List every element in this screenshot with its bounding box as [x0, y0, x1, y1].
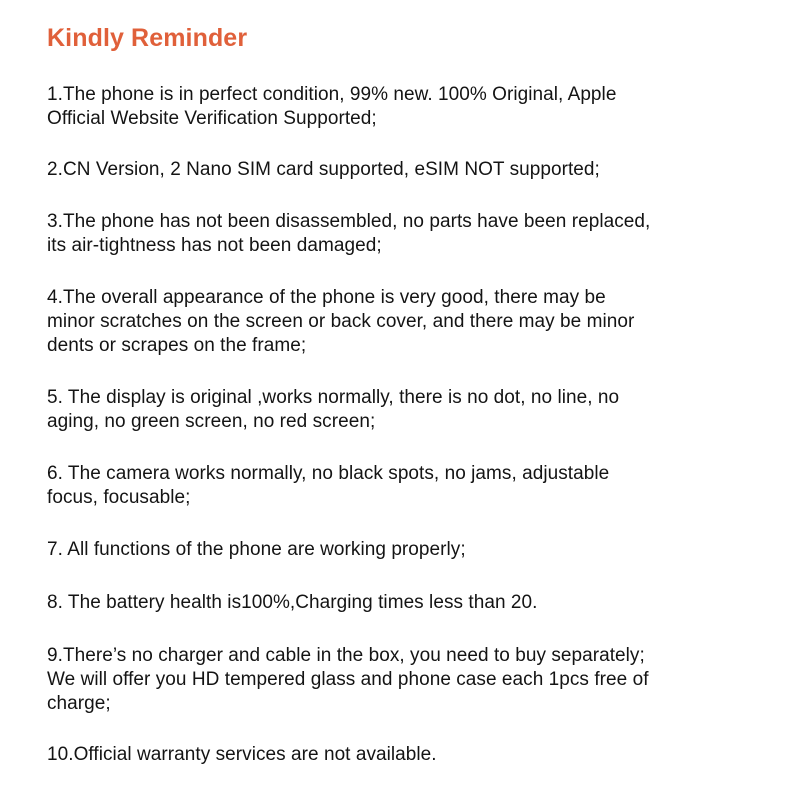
reminder-item-5-line-2: aging, no green screen, no red screen; [47, 411, 376, 432]
reminder-item-9 [47, 644, 767, 716]
reminder-item-7 [47, 538, 767, 562]
reminder-item-10-line-1: 10.Official warranty services are not available. [47, 744, 437, 765]
reminder-item-8-line-1: 8. The battery health is100%,Charging times less than 20. [47, 592, 538, 613]
reminder-item-5 [47, 386, 767, 434]
reminder-item-3-line-1: 3.The phone has not been disassembled, no parts have been replaced, [47, 211, 651, 232]
reminder-item-7-line-1: 7. All functions of the phone are working properly; [47, 539, 466, 560]
reminder-item-2 [47, 158, 767, 182]
reminder-item-4-line-1: 4.The overall appearance of the phone is very good, there may be [47, 287, 606, 308]
reminder-item-9-line-2: We will offer you HD tempered glass and phone case each 1pcs free of [47, 669, 649, 690]
reminder-item-4 [47, 286, 767, 358]
reminder-item-4-line-3: dents or scrapes on the frame; [47, 335, 307, 356]
reminder-item-9-line-3: charge; [47, 693, 111, 714]
reminder-item-1-line-1: 1.The phone is in perfect condition, 99% new. 100% Original, Apple [47, 84, 617, 105]
reminder-item-10 [47, 743, 767, 767]
reminder-item-5-line-1: 5. The display is original ,works normally, there is no dot, no line, no [47, 387, 620, 408]
reminder-item-1-line-2: Official Website Verification Supported; [47, 108, 377, 129]
reminder-item-8 [47, 591, 767, 615]
reminder-item-3 [47, 210, 767, 258]
reminder-item-9-line-1: 9.There’s no charger and cable in the box, you need to buy separately; [47, 645, 645, 666]
page-title: Kindly Reminder [47, 24, 248, 52]
reminder-item-1 [47, 83, 767, 131]
reminder-item-3-line-2: its air-tightness has not been damaged; [47, 235, 382, 256]
reminder-item-2-line-1: 2.CN Version, 2 Nano SIM card supported, eSIM NOT supported; [47, 159, 600, 180]
reminder-item-6-line-2: focus, focusable; [47, 487, 191, 508]
reminder-item-4-line-2: minor scratches on the screen or back cover, and there may be minor [47, 311, 635, 332]
reminder-item-6-line-1: 6. The camera works normally, no black spots, no jams, adjustable [47, 463, 610, 484]
reminder-item-6 [47, 462, 767, 510]
